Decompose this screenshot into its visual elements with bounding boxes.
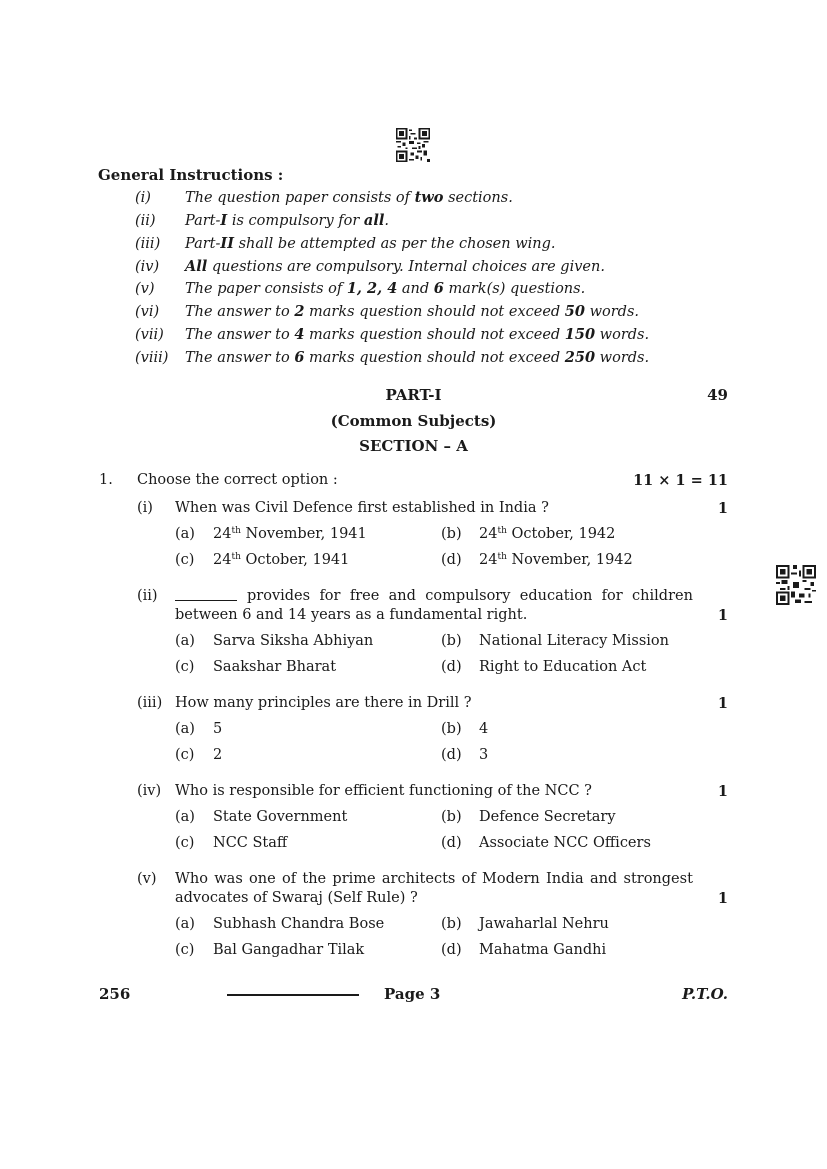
instruction-text: words. xyxy=(595,350,650,366)
word: children xyxy=(632,588,693,604)
word: prime xyxy=(332,871,376,887)
option-label: (a) xyxy=(175,633,195,649)
instruction-number: (iv) xyxy=(135,259,160,275)
option-label: (d) xyxy=(441,747,462,763)
option-label: (a) xyxy=(175,809,195,825)
instruction-text: Part- xyxy=(185,236,221,252)
instruction-text: The paper consists of xyxy=(185,281,347,297)
instruction-text: shall be attempted as per the chosen wing. xyxy=(234,236,556,252)
instruction-emphasis: 4 xyxy=(294,326,305,343)
word: of xyxy=(281,871,297,887)
option-text: Subhash Chandra Bose xyxy=(213,916,385,932)
instruction-emphasis: All xyxy=(185,258,208,275)
word: for xyxy=(319,588,341,604)
option-label: (c) xyxy=(175,747,195,763)
subquestion-number: (iv) xyxy=(137,783,162,799)
subquestion-text-line1 xyxy=(175,871,693,887)
instruction-number: (iii) xyxy=(135,236,161,252)
subquestion-mark: 1 xyxy=(717,890,728,907)
instruction-emphasis: 150 xyxy=(564,326,596,343)
subquestion-number: (i) xyxy=(137,500,153,516)
option-label: (a) xyxy=(175,526,195,542)
instruction-number: (ii) xyxy=(135,213,156,229)
part-marks: 49 xyxy=(707,386,728,404)
instruction-item xyxy=(135,303,639,320)
answer-blank xyxy=(175,588,237,601)
instruction-text: marks question should not exceed xyxy=(304,327,565,343)
word: strongest xyxy=(623,871,693,887)
subquestion-line1-words xyxy=(247,588,693,604)
instruction-text: words. xyxy=(584,304,639,320)
option-text: 5 xyxy=(213,721,223,737)
option-text: 24th October, 1942 xyxy=(479,526,616,542)
instruction-text: Part- xyxy=(185,213,221,229)
option-text: Saakshar Bharat xyxy=(213,659,337,675)
option-text: State Government xyxy=(213,809,348,825)
instruction-emphasis: 1, 2, 4 xyxy=(346,280,398,297)
option-label: (d) xyxy=(441,552,462,568)
general-instructions-title: General Instructions : xyxy=(98,166,284,184)
option-text: Jawaharlal Nehru xyxy=(479,916,609,932)
instruction-item xyxy=(135,349,649,366)
word: was xyxy=(214,871,243,887)
instruction-item xyxy=(135,189,513,206)
word: Who xyxy=(175,871,208,887)
option-label: (c) xyxy=(175,835,195,851)
subquestion-text-line2: advocates of Swaraj (Self Rule) ? xyxy=(175,890,418,906)
option-text: 3 xyxy=(479,747,489,763)
instruction-text: words. xyxy=(595,327,650,343)
option-text: NCC Staff xyxy=(213,835,288,851)
instruction-emphasis: 2 xyxy=(294,303,305,320)
instruction-emphasis: 50 xyxy=(564,303,585,320)
question-text: Choose the correct option : xyxy=(137,472,338,488)
instruction-text: is compulsory for xyxy=(227,213,364,229)
instruction-text: marks question should not exceed xyxy=(304,304,565,320)
option-label: (c) xyxy=(175,659,195,675)
subquestion-text: How many principles are there in Drill ? xyxy=(175,695,472,711)
instruction-text: The question paper consists of xyxy=(185,190,415,206)
qr-code-top xyxy=(396,128,430,162)
option-label: (d) xyxy=(441,942,462,958)
word: Modern xyxy=(482,871,540,887)
instruction-item xyxy=(135,280,585,297)
option-text: Bal Gangadhar Tilak xyxy=(213,942,365,958)
option-text: Sarva Siksha Abhiyan xyxy=(213,633,374,649)
instruction-emphasis: 6 xyxy=(294,349,305,366)
option-label: (c) xyxy=(175,552,195,568)
word: India xyxy=(546,871,584,887)
subquestion-number: (iii) xyxy=(137,695,163,711)
instruction-item xyxy=(135,258,605,275)
subquestion-mark: 1 xyxy=(717,695,728,712)
pto-label: P.T.O. xyxy=(682,985,728,1003)
paper-code: 256 xyxy=(99,985,131,1003)
option-text: 2 xyxy=(213,747,223,763)
instruction-text: The answer to xyxy=(185,350,295,366)
instruction-emphasis: 250 xyxy=(564,349,596,366)
instruction-number: (viii) xyxy=(135,350,169,366)
instruction-emphasis: all xyxy=(363,212,385,229)
subquestion-text: When was Civil Defence first established in India ? xyxy=(175,500,549,516)
instruction-text: sections. xyxy=(443,190,513,206)
instruction-emphasis: two xyxy=(414,189,444,206)
option-label: (b) xyxy=(441,633,462,649)
subquestion-text-line1 xyxy=(175,588,693,604)
option-label: (b) xyxy=(441,721,462,737)
option-label: (c) xyxy=(175,942,195,958)
footer-rule xyxy=(227,994,359,996)
instruction-text: The answer to xyxy=(185,327,295,343)
option-text: Associate NCC Officers xyxy=(479,835,651,851)
instruction-text: questions are compulsory. Internal choices are given. xyxy=(207,259,605,275)
instruction-text: mark(s) questions. xyxy=(443,281,586,297)
word: education xyxy=(519,588,593,604)
option-label: (b) xyxy=(441,916,462,932)
word: provides xyxy=(247,588,311,604)
page-number: Page 3 xyxy=(384,985,441,1003)
word: one xyxy=(249,871,276,887)
option-text: 4 xyxy=(479,721,489,737)
question-number: 1. xyxy=(99,472,113,488)
subquestion-text: Who is responsible for efficient functioning of the NCC ? xyxy=(175,783,592,799)
instruction-text: The answer to xyxy=(185,304,295,320)
instruction-text: and xyxy=(397,281,434,297)
option-label: (d) xyxy=(441,835,462,851)
option-label: (d) xyxy=(441,659,462,675)
word: the xyxy=(302,871,327,887)
part-title: PART-I xyxy=(385,386,442,404)
option-text: Defence Secretary xyxy=(479,809,616,825)
option-text: National Literacy Mission xyxy=(479,633,670,649)
option-label: (a) xyxy=(175,916,195,932)
instruction-number: (i) xyxy=(135,190,151,206)
instruction-number: (vii) xyxy=(135,327,164,343)
instruction-item xyxy=(135,212,389,229)
option-text: 24th November, 1942 xyxy=(479,552,633,568)
instruction-emphasis: I xyxy=(220,212,228,229)
instruction-number: (v) xyxy=(135,281,155,297)
instruction-emphasis: 6 xyxy=(433,280,444,297)
word: architects xyxy=(381,871,456,887)
word: free xyxy=(349,588,380,604)
part-subtitle: (Common Subjects) xyxy=(330,412,497,430)
word: for xyxy=(601,588,623,604)
option-text: Mahatma Gandhi xyxy=(479,942,607,958)
option-text: 24th November, 1941 xyxy=(213,526,367,542)
instruction-emphasis: II xyxy=(220,235,234,252)
word: and xyxy=(388,588,416,604)
section-title: SECTION – A xyxy=(359,437,468,455)
subquestion-mark: 1 xyxy=(717,783,728,800)
subquestion-number: (v) xyxy=(137,871,157,887)
subquestion-text-line2: between 6 and 14 years as a fundamental right. xyxy=(175,607,528,623)
word: and xyxy=(589,871,618,887)
qr-code-side xyxy=(776,565,816,605)
question-marks: 11 × 1 = 11 xyxy=(633,472,728,489)
option-text: 24th October, 1941 xyxy=(213,552,350,568)
word: compulsory xyxy=(425,588,511,604)
option-label: (b) xyxy=(441,809,462,825)
instruction-text: marks question should not exceed xyxy=(304,350,565,366)
subquestion-mark: 1 xyxy=(717,607,728,624)
subquestion-mark: 1 xyxy=(717,500,728,517)
subquestion-number: (ii) xyxy=(137,588,158,604)
option-text: Right to Education Act xyxy=(479,659,647,675)
instruction-number: (vi) xyxy=(135,304,160,320)
word: of xyxy=(461,871,476,887)
option-label: (b) xyxy=(441,526,462,542)
option-label: (a) xyxy=(175,721,195,737)
instruction-text: . xyxy=(384,213,389,229)
instruction-item xyxy=(135,326,649,343)
instruction-item xyxy=(135,235,556,252)
